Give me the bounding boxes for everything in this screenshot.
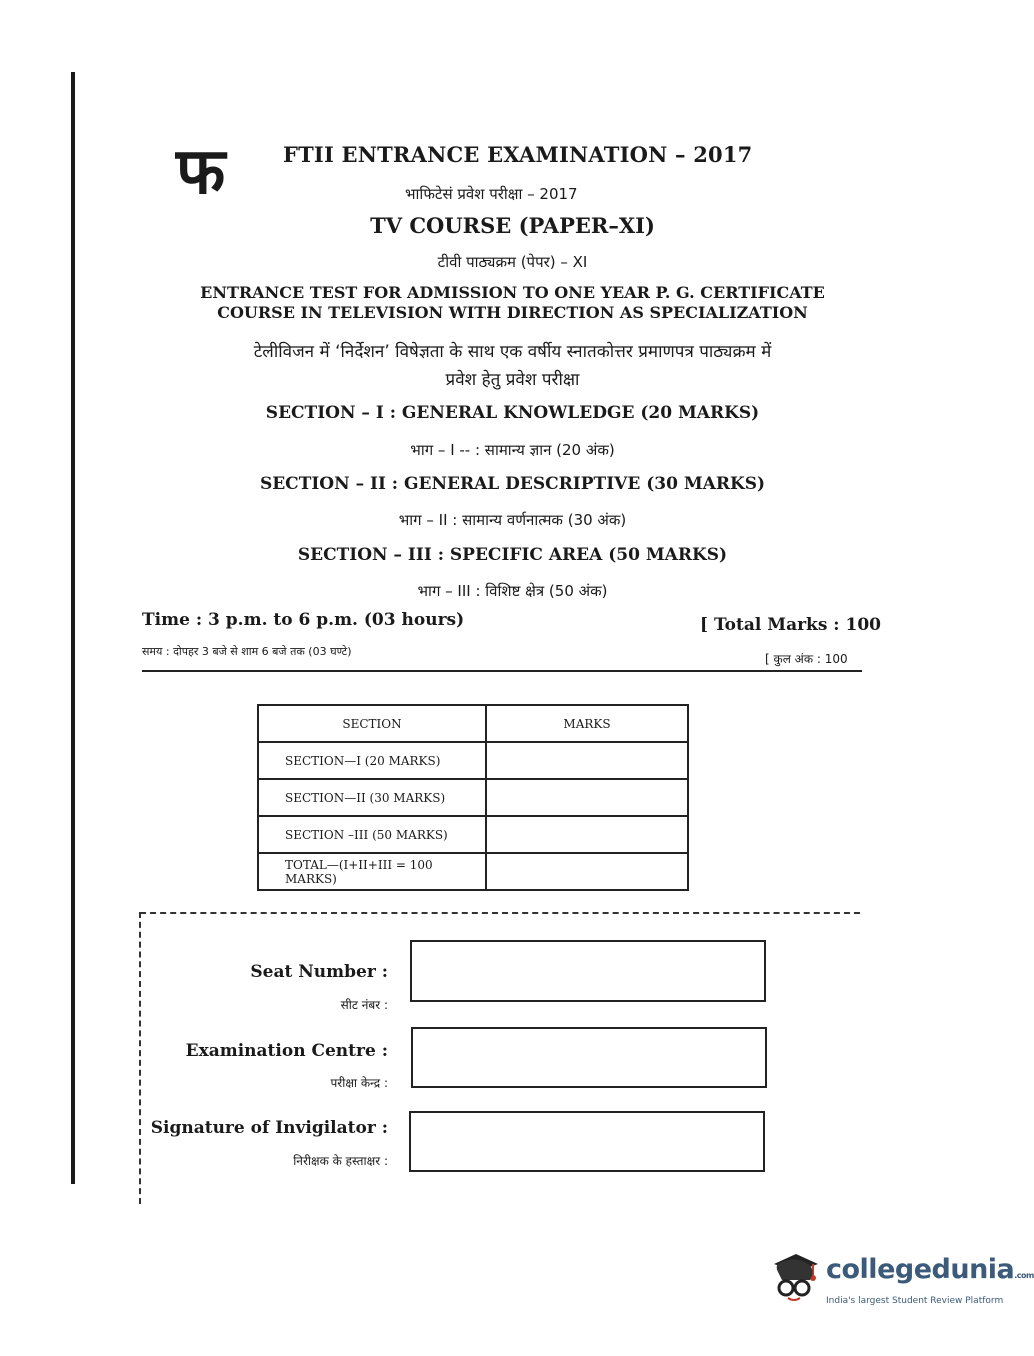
marks-row-value <box>486 742 688 779</box>
entrance-description-hindi <box>0 338 1025 394</box>
seat-number-label: Seat Number : <box>250 962 388 982</box>
cut-line-top <box>140 912 860 914</box>
seat-number-field[interactable] <box>410 940 766 1002</box>
brand-name-text: collegedunia <box>826 1254 1015 1285</box>
seat-number-label-hindi: सीट नंबर : <box>340 998 388 1012</box>
total-marks: [ Total Marks : 100 <box>700 615 881 635</box>
marks-row-value <box>486 779 688 816</box>
entrance-hindi-line-1: टेलीविजन में ‘निर्देशन’ विषेज्ञता के साथ एक वर्षीय स्नातकोत्तर प्रमाणपत्र पाठ्यक्रम में <box>253 342 772 362</box>
marks-row-value <box>486 853 688 890</box>
table-row <box>258 816 688 853</box>
section-3-heading: SECTION – III : SPECIFIC AREA (50 MARKS) <box>297 545 728 565</box>
examination-centre-label: Examination Centre : <box>185 1041 388 1061</box>
examination-centre-field[interactable] <box>411 1027 767 1088</box>
course-title-hindi: टीवी पाठ्यक्रम (पेपर) – XI <box>437 253 588 271</box>
marks-table-header-marks: MARKS <box>486 705 688 742</box>
marks-row-value <box>486 816 688 853</box>
exam-time: Time : 3 p.m. to 6 p.m. (03 hours) <box>142 610 465 630</box>
marks-table-header-section: SECTION <box>258 705 486 742</box>
section-1-heading-hindi: भाग – I -- : सामान्य ज्ञान (20 अंक) <box>410 441 615 459</box>
marks-table-header-row <box>258 705 688 742</box>
mascot-logo-icon <box>768 1250 824 1306</box>
marks-row-label: SECTION—II (30 MARKS) <box>258 779 486 816</box>
brand-domain-suffix: .com <box>1014 1271 1034 1280</box>
table-row <box>258 742 688 779</box>
section-3-heading-hindi: भाग – III : विशिष्ट क्षेत्र (50 अंक) <box>417 582 608 600</box>
marks-row-label: TOTAL—(I+II+III = 100 MARKS) <box>258 853 486 890</box>
marks-row-label: SECTION –III (50 MARKS) <box>258 816 486 853</box>
header-divider <box>142 670 862 672</box>
entrance-line-2: COURSE IN TELEVISION WITH DIRECTION AS SPECIALIZATION <box>217 303 808 322</box>
exam-title-hindi: भाफिटेसं प्रवेश परीक्षा – 2017 <box>405 185 578 203</box>
invigilator-signature-label: Signature of Invigilator : <box>150 1118 388 1138</box>
exam-title: FTII ENTRANCE EXAMINATION – 2017 <box>283 142 753 167</box>
left-margin-rule <box>71 72 75 1184</box>
entrance-hindi-line-2: प्रवेश हेतु प्रवेश परीक्षा <box>445 370 580 390</box>
table-row <box>258 779 688 816</box>
marks-row-label: SECTION—I (20 MARKS) <box>258 742 486 779</box>
course-title: TV COURSE (PAPER–XI) <box>370 213 655 238</box>
brand-name <box>826 1254 1034 1285</box>
section-1-heading: SECTION – I : GENERAL KNOWLEDGE (20 MARKS) <box>265 403 760 423</box>
exam-time-hindi: समय : दोपहर 3 बजे से शाम 6 बजे तक (03 घण्टे) <box>142 645 352 658</box>
marks-table <box>257 704 689 891</box>
section-2-heading: SECTION – II : GENERAL DESCRIPTIVE (30 MARKS) <box>259 474 766 494</box>
table-row <box>258 853 688 890</box>
section-2-heading-hindi: भाग – II : सामान्य वर्णनात्मक (30 अंक) <box>398 511 627 529</box>
entrance-description <box>0 283 1025 323</box>
total-marks-hindi: [ कुल अंक : 100 <box>765 652 848 666</box>
brand-tagline: India's largest Student Review Platform <box>826 1296 1004 1306</box>
examination-centre-label-hindi: परीक्षा केन्द्र : <box>330 1076 388 1090</box>
ftii-logo-icon: फ <box>176 135 226 209</box>
invigilator-signature-label-hindi: निरीक्षक के हस्ताक्षर : <box>293 1154 388 1168</box>
invigilator-signature-field[interactable] <box>409 1111 765 1172</box>
entrance-line-1: ENTRANCE TEST FOR ADMISSION TO ONE YEAR P. G. CERTIFICATE <box>200 283 825 302</box>
